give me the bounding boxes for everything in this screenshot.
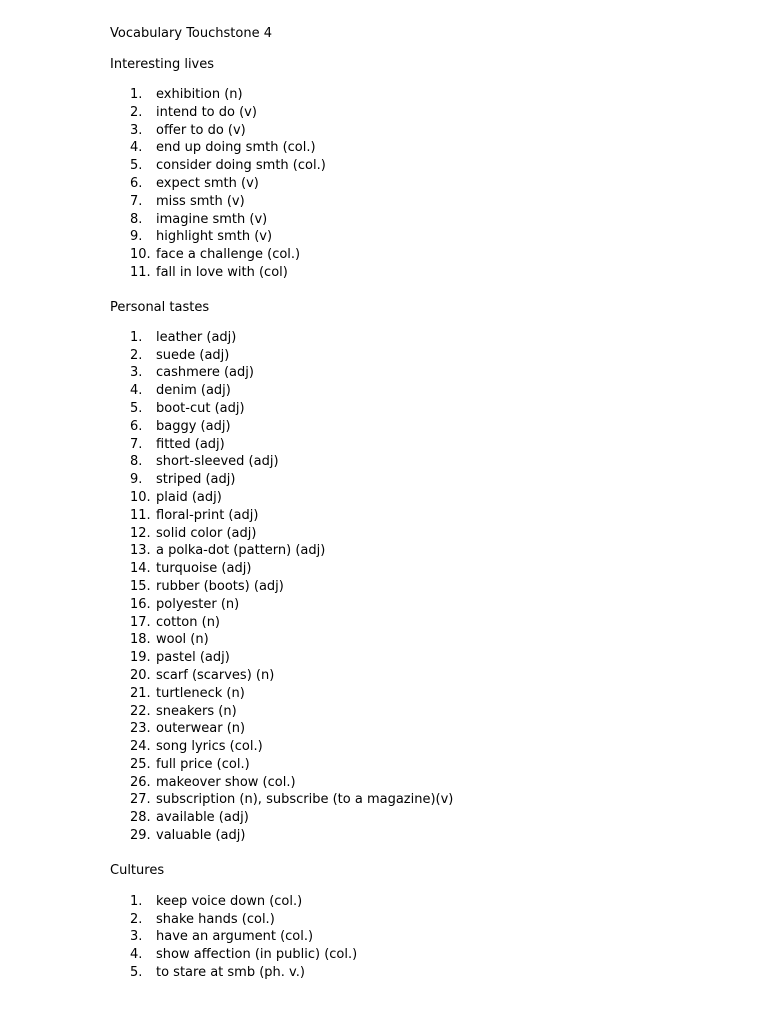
item-number: 8. [130, 454, 143, 470]
list-item [110, 738, 730, 756]
item-number: 26. [130, 774, 151, 790]
item-number: 14. [130, 561, 151, 577]
item-number: 2. [130, 347, 143, 363]
vocab-list-interesting-lives [110, 86, 730, 282]
item-number: 3. [130, 929, 143, 945]
item-term: makeover show (col.) [156, 774, 296, 790]
item-number: 22. [130, 703, 151, 719]
item-term: subscription (n), subscribe (to a magazine)(v) [156, 792, 454, 808]
item-number: 7. [130, 436, 143, 452]
item-term: turtleneck (n) [156, 685, 245, 701]
list-item [110, 489, 730, 507]
document-title: Vocabulary Touchstone 4 [110, 26, 272, 41]
list-item [110, 964, 730, 982]
item-term: baggy (adj) [156, 418, 231, 434]
list-item [110, 471, 730, 489]
item-term: plaid (adj) [156, 489, 222, 505]
vocab-list-personal-tastes [110, 329, 730, 845]
item-term: leather (adj) [156, 329, 237, 345]
list-item [110, 418, 730, 436]
item-number: 18. [130, 632, 151, 648]
item-number: 12. [130, 525, 151, 541]
item-term: available (adj) [156, 810, 249, 826]
list-item [110, 228, 730, 246]
item-term: scarf (scarves) (n) [156, 667, 275, 683]
list-item [110, 122, 730, 140]
item-number: 24. [130, 739, 151, 755]
item-number: 28. [130, 810, 151, 826]
item-number: 2. [130, 911, 143, 927]
list-item [110, 211, 730, 229]
section-heading-interesting-lives: Interesting lives [110, 57, 215, 72]
item-number: 6. [130, 418, 143, 434]
item-number: 9. [130, 229, 143, 245]
list-item [110, 631, 730, 649]
list-item [110, 453, 730, 471]
list-item [110, 756, 730, 774]
list-item [110, 157, 730, 175]
list-item [110, 525, 730, 543]
item-number: 4. [130, 947, 143, 963]
section-heading-cultures: Cultures [110, 862, 165, 878]
item-term: song lyrics (col.) [156, 739, 263, 755]
list-item [110, 928, 730, 946]
item-term: show affection (in public) (col.) [156, 947, 358, 963]
item-term: full price (col.) [156, 756, 250, 772]
list-item [110, 86, 730, 104]
list-item [110, 578, 730, 596]
item-term: keep voice down (col.) [156, 893, 303, 909]
item-term: cotton (n) [156, 614, 221, 630]
item-term: have an argument (col.) [156, 929, 314, 945]
item-term: short-sleeved (adj) [156, 454, 279, 470]
item-number: 6. [130, 175, 143, 191]
list-item [110, 400, 730, 418]
list-item [110, 667, 730, 685]
item-number: 15. [130, 578, 151, 594]
list-item [110, 893, 730, 911]
item-term: highlight smth (v) [156, 229, 273, 245]
item-number: 11. [130, 507, 151, 523]
item-term: suede (adj) [156, 347, 230, 363]
list-item [110, 809, 730, 827]
item-term: offer to do (v) [156, 122, 246, 138]
list-item [110, 614, 730, 632]
item-term: rubber (boots) (adj) [156, 578, 284, 594]
list-item [110, 720, 730, 738]
item-number: 23. [130, 721, 151, 737]
list-item [110, 329, 730, 347]
item-term: denim (adj) [156, 383, 231, 399]
item-term: boot-cut (adj) [156, 400, 245, 416]
list-item [110, 436, 730, 454]
item-number: 11. [130, 264, 151, 280]
list-item [110, 791, 730, 809]
item-term: pastel (adj) [156, 650, 230, 666]
item-term: valuable (adj) [156, 828, 246, 844]
item-number: 9. [130, 472, 143, 488]
list-item [110, 364, 730, 382]
item-term: a polka-dot (pattern) (adj) [156, 543, 326, 559]
item-number: 5. [130, 400, 143, 416]
item-number: 21. [130, 685, 151, 701]
item-term: consider doing smth (col.) [156, 158, 326, 174]
item-term: striped (adj) [156, 472, 236, 488]
item-number: 8. [130, 211, 143, 227]
item-number: 10. [130, 247, 151, 263]
item-number: 10. [130, 489, 151, 505]
list-item [110, 246, 730, 264]
list-item [110, 827, 730, 845]
section-heading-personal-tastes: Personal tastes [110, 299, 210, 315]
item-term: sneakers (n) [156, 703, 237, 719]
item-number: 4. [130, 383, 143, 399]
item-number: 7. [130, 193, 143, 209]
list-item [110, 542, 730, 560]
item-number: 1. [130, 87, 143, 102]
item-term: polyester (n) [156, 596, 240, 612]
item-term: intend to do (v) [156, 104, 257, 120]
vocab-list-cultures [110, 893, 730, 982]
list-item [110, 382, 730, 400]
list-item [110, 649, 730, 667]
list-item [110, 193, 730, 211]
item-number: 1. [130, 893, 143, 909]
item-term: face a challenge (col.) [156, 247, 301, 263]
list-item [110, 560, 730, 578]
item-number: 16. [130, 596, 151, 612]
list-item [110, 175, 730, 193]
item-number: 5. [130, 965, 143, 981]
item-term: miss smth (v) [156, 193, 245, 209]
item-number: 27. [130, 792, 151, 808]
list-item [110, 774, 730, 792]
item-term: fall in love with (col) [156, 264, 288, 280]
list-item [110, 264, 730, 282]
item-term: solid color (adj) [156, 525, 257, 541]
item-number: 2. [130, 104, 143, 120]
item-number: 13. [130, 543, 151, 559]
item-number: 3. [130, 122, 143, 138]
list-item [110, 946, 730, 964]
item-number: 4. [130, 140, 143, 156]
item-term: cashmere (adj) [156, 365, 254, 381]
item-number: 17. [130, 614, 151, 630]
item-number: 19. [130, 650, 151, 666]
item-term: to stare at smb (ph. v.) [156, 965, 305, 981]
list-item [110, 911, 730, 929]
item-term: expect smth (v) [156, 175, 259, 191]
item-number: 5. [130, 158, 143, 174]
document-body [110, 25, 730, 982]
item-number: 29. [130, 828, 151, 844]
item-number: 3. [130, 365, 143, 381]
list-item [110, 139, 730, 157]
item-number: 20. [130, 667, 151, 683]
item-term: wool (n) [156, 632, 209, 648]
item-term: fitted (adj) [156, 436, 225, 452]
item-term: end up doing smth (col.) [156, 140, 316, 156]
item-term: exhibition (n) [156, 87, 243, 102]
list-item [110, 685, 730, 703]
list-item [110, 596, 730, 614]
list-item [110, 104, 730, 122]
item-number: 25. [130, 756, 151, 772]
item-term: outerwear (n) [156, 721, 246, 737]
list-item [110, 507, 730, 525]
item-term: floral-print (adj) [156, 507, 259, 523]
list-item [110, 347, 730, 365]
list-item [110, 703, 730, 721]
item-number: 1. [130, 329, 143, 345]
item-term: turquoise (adj) [156, 561, 252, 577]
item-term: shake hands (col.) [156, 911, 275, 927]
item-term: imagine smth (v) [156, 211, 268, 227]
